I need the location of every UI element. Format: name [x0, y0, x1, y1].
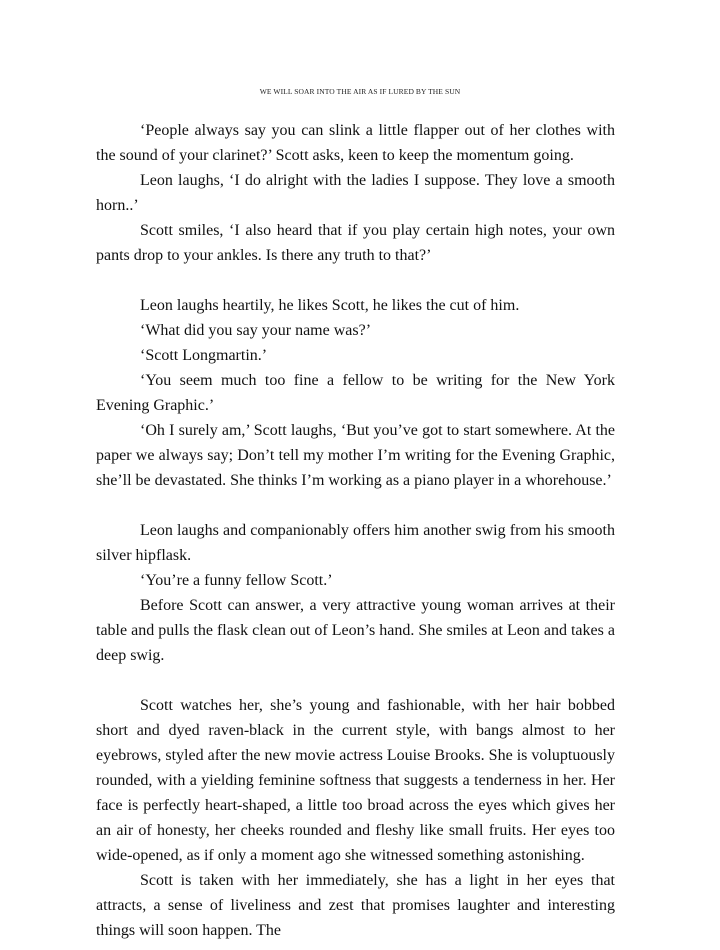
paragraph-13: Scott is taken with her immediately, she has a light in her eyes that attracts, a sense of liveliness and zest that promises laughter and interesting things will soon happen. The — [96, 872, 615, 939]
paragraph-5: ‘What did you say your name was?’ — [140, 322, 372, 339]
paragraph-3: Scott smiles, ‘I also heard that if you play certain high notes, your own pants drop to your ankles. Is there any truth to that?’ — [96, 222, 615, 264]
paragraph-1: ‘People always say you can slink a little flapper out of her clothes with the sound of your clarinet?’ Scott asks, keen to keep the momentum going. — [96, 122, 615, 164]
paragraph-4: Leon laughs heartily, he likes Scott, he likes the cut of him. — [140, 297, 520, 314]
page-body — [96, 118, 615, 943]
paragraph-2: Leon laughs, ‘I do alright with the ladies I suppose. They love a smooth horn..’ — [96, 172, 615, 214]
running-header: WE WILL SOAR INTO THE AIR AS IF LURED BY THE SUN — [259, 87, 461, 96]
paragraph-10: ‘You’re a funny fellow Scott.’ — [140, 572, 333, 589]
paragraph-9: Leon laughs and companionably offers him another swig from his smooth silver hipflask. — [96, 522, 615, 564]
section-gap — [96, 268, 615, 293]
paragraph-11: Before Scott can answer, a very attractive young woman arrives at their table and pulls the flask clean out of Leon’s hand. She smiles at Leon and takes a deep swig. — [96, 597, 615, 664]
section-gap — [96, 668, 615, 693]
paragraph-8: ‘Oh I surely am,’ Scott laughs, ‘But you’ve got to start somewhere. At the paper we always say; Don’t tell my mother I’m writing for the Evening Graphic, she’ll be devastated. She thinks I’m working as a piano player in a whorehouse.’ — [96, 422, 615, 489]
paragraph-6: ‘Scott Longmartin.’ — [140, 347, 268, 364]
paragraph-7: ‘You seem much too fine a fellow to be writing for the New York Evening Graphic.’ — [96, 372, 615, 414]
paragraph-12: Scott watches her, she’s young and fashionable, with her hair bobbed short and dyed raven-black in the current style, with bangs almost to her eyebrows, styled after the new movie actress Louise Brooks. She is voluptuously rounded, with a yielding feminine softness that suggests a tenderness in her. Her face is perfectly heart-shaped, a little too broad across the eyes which gives her an air of honesty, her cheeks rounded and fleshy like small fruits. Her eyes too wide-opened, as if only a moment ago she witnessed something astonishing. — [96, 697, 615, 864]
section-gap — [96, 493, 615, 518]
